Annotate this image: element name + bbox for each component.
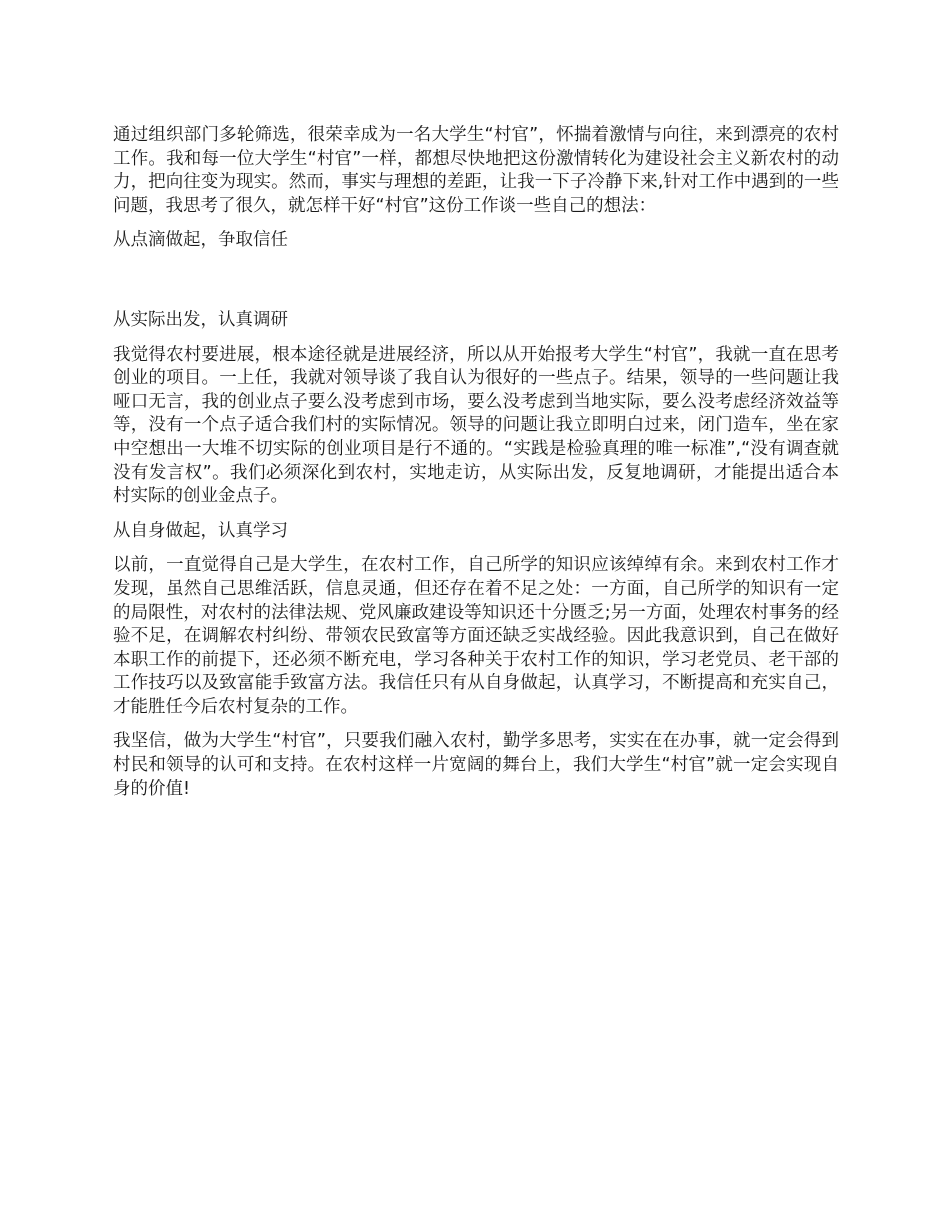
document-page [113,124,839,812]
conclusion-paragraph: 我坚信，做为大学生“村官”，只要我们融入农村，勤学多思考，实实在在办事，就一定会得到村民和领导的认可和支持。在农村这样一片宽阔的舞台上，我们大学生“村官”就一定会实现自身的价值! [113,731,839,799]
section-2-paragraph: 我觉得农村要进展，根本途径就是进展经济，所以从开始报考大学生“村官”，我就一直在思考创业的项目。一上任，我就对领导谈了我自认为很好的一些点子。结果，领导的一些问题让我哑口无言，我的创业点子要么没考虑到市场，要么没考虑到当地实际，要么没考虑经济效益等等，没有一个点子适合我们村的实际情况。领导的问题让我立即明白过来，闭门造车，坐在家中空想出一大堆不切实际的创业项目是行不通的。“实践是检验真理的唯一标准”,“没有调查就没有发言权”。我们必须深化到农村，实地走访，从实际出发，反复地调研，才能提出适合本村实际的创业金点子。 [113,344,839,507]
blank-gap [113,264,839,309]
intro-paragraph: 通过组织部门多轮筛选，很荣幸成为一名大学生“村官”，怀揣着激情与向往，来到漂亮的农村工作。我和每一位大学生“村官”一样，都想尽快地把这份激情转化为建设社会主义新农村的动力，把向往变为现实。然而，事实与理想的差距，让我一下子冷静下来,针对工作中遇到的一些问题，我思考了很久，就怎样干好“村官”这份工作谈一些自己的想法： [113,125,839,216]
section-heading-1: 从点滴做起，争取信任 [113,230,288,251]
section-heading-2: 从实际出发，认真调研 [113,309,288,330]
section-heading-3: 从自身做起，认真学习 [113,520,288,541]
section-3-paragraph: 以前，一直觉得自己是大学生，在农村工作，自己所学的知识应该绰绰有余。来到农村工作才发现，虽然自己思维活跃，信息灵通，但还存在着不足之处：一方面，自己所学的知识有一定的局限性，对农村的法律法规、党风廉政建设等知识还十分匮乏;另一方面，处理农村事务的经验不足，在调解农村纠纷、带领农民致富等方面还缺乏实战经验。因此我意识到，自己在做好本职工作的前提下，还必须不断充电，学习各种关于农村工作的知识，学习老党员、老干部的工作技巧以及致富能手致富方法。我信任只有从自身做起，认真学习，不断提高和充实自己，才能胜任今后农村复杂的工作。 [113,555,839,717]
